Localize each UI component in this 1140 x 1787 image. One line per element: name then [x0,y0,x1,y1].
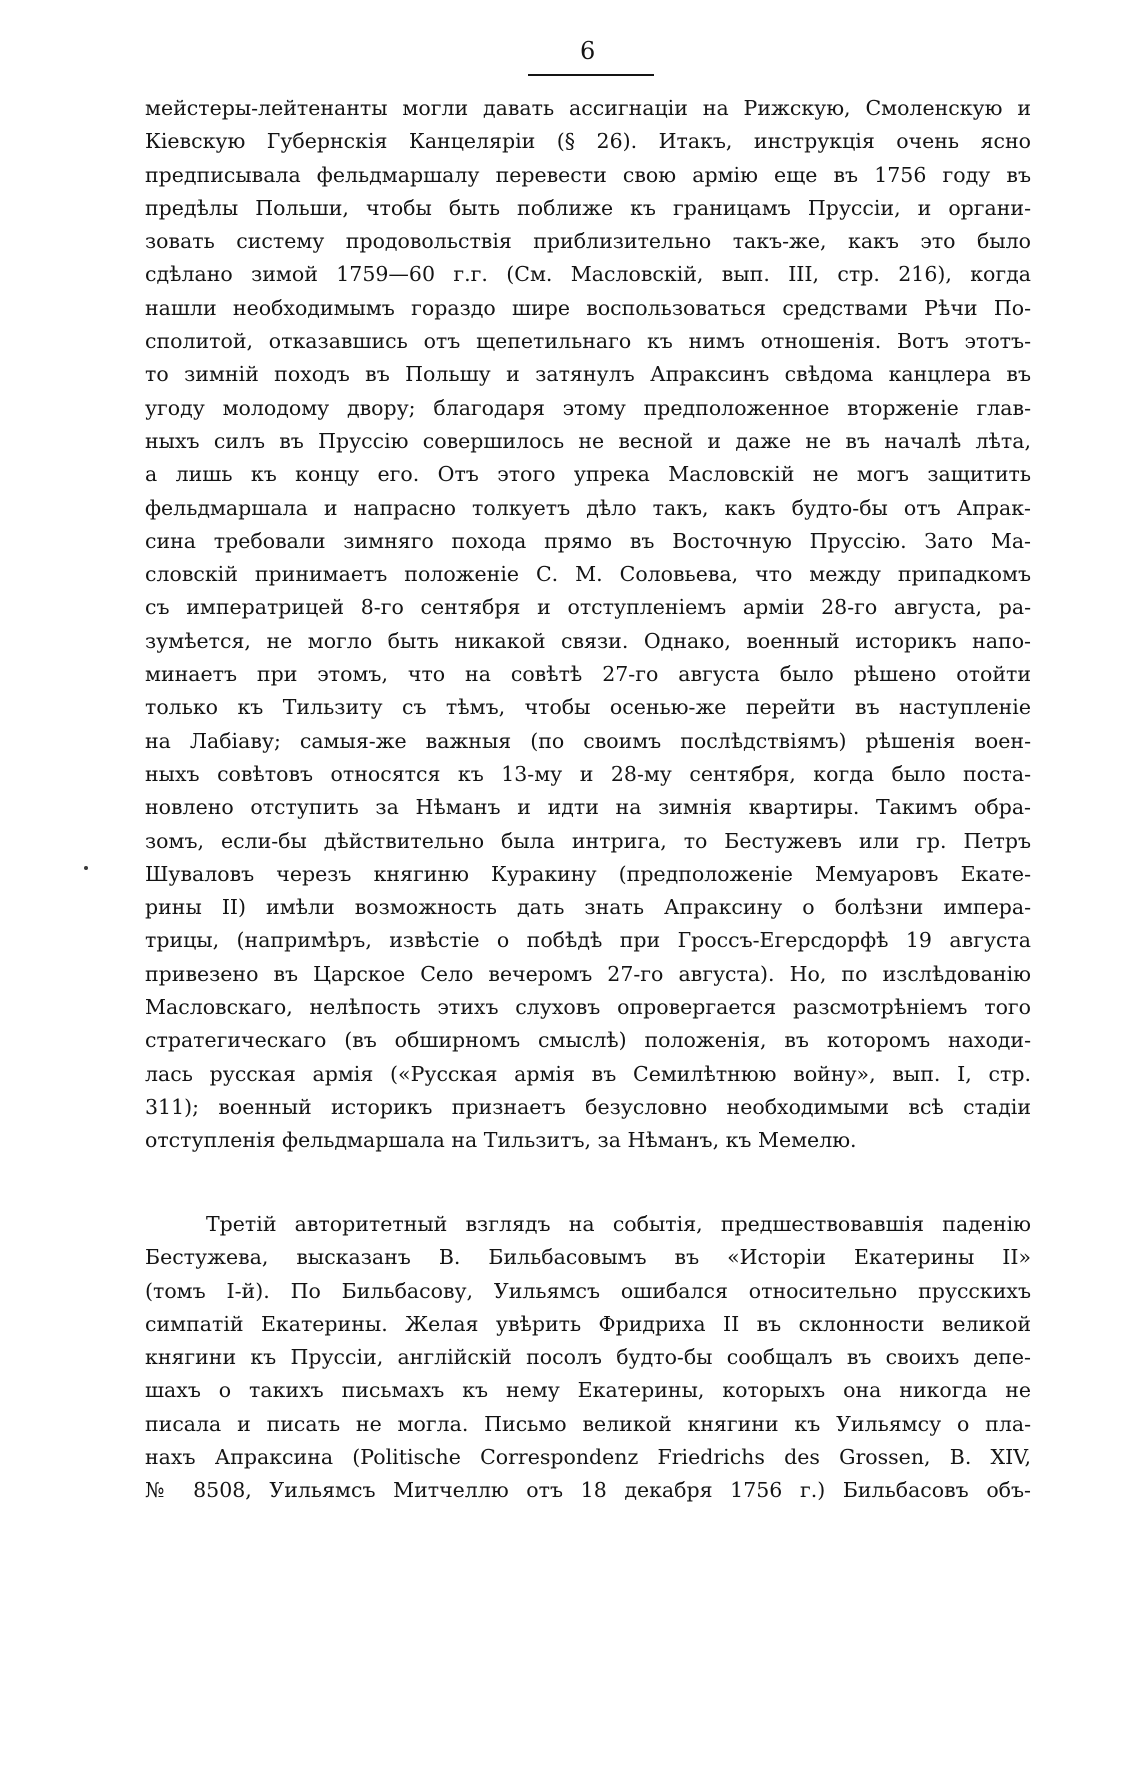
text-line: фельдмаршала и напрасно толкуетъ дѣло такъ, какъ будто-бы отъ Апрак- [145,495,1031,520]
text-line: Бестужева, высказанъ В. Бильбасовымъ въ «Исторіи Екатерины II» [145,1245,1031,1270]
text-line: Кіевскую Губернскія Канцеляріи (§ 26). Итакъ, инструкція очень ясно [145,129,1031,154]
text-line: а лишь къ концу его. Отъ этого упрека Масловскій не могъ защитить [145,462,1031,487]
text-line: трицы, (напримѣръ, извѣстіе о побѣдѣ при Гроссъ-Егерсдорфѣ 19 августа [145,928,1031,953]
text-line: симпатій Екатерины. Желая увѣрить Фридриха II въ склонности великой [145,1311,1031,1336]
text-line: (томъ I-й). По Бильбасову, Уильямсъ ошибался относительно прусскихъ [145,1278,1031,1303]
text-line: нахъ Апраксина (Politische Correspondenz Friedrichs des Grossen, B. XIV, [145,1445,1031,1470]
page-number: 6 [580,37,596,65]
text-line: угоду молодому двору; благодаря этому предположенное вторженіе глав- [145,395,1031,420]
text-line: привезено въ Царское Село вечеромъ 27-го августа). Но, по изслѣдованію [145,961,1031,986]
header-rule [528,74,654,76]
text-line: предѣлы Польши, чтобы быть поближе къ границамъ Пруссіи, и органи- [145,195,1031,220]
text-line: № 8508, Уильямсъ Митчеллю отъ 18 декабря 1756 г.) Бильбасовъ объ- [145,1478,1031,1503]
text-line: сдѣлано зимой 1759—60 г.г. (См. Масловскій, вып. III, стр. 216), когда [145,262,1031,287]
text-line: Третій авторитетный взглядъ на событія, предшествовавшія паденію [206,1212,1031,1236]
text-line: то зимній походъ въ Польшу и затянулъ Апраксинъ свѣдома канцлера въ [145,362,1031,387]
text-line: мейстеры-лейтенанты могли давать ассигнаціи на Рижскую, Смоленскую и [145,96,1031,120]
text-line: стратегическаго (въ обширномъ смыслѣ) положенія, въ которомъ находи- [145,1028,1031,1053]
text-line: новлено отступить за Нѣманъ и идти на зимнія квартиры. Такимъ обра- [145,795,1031,820]
text-line: сина требовали зимняго похода прямо въ Восточную Пруссію. Зато Ма- [145,528,1031,553]
paragraph-1 [145,92,1031,1158]
text-line: зумѣется, не могло быть никакой связи. Однако, военный историкъ напо- [145,628,1031,653]
text-line: зовать систему продовольствія приблизительно такъ-же, какъ это было [145,229,1031,254]
text-line: лась русская армія («Русская армія въ Семилѣтнюю войну», вып. I, стр. [145,1061,1031,1086]
text-line: сполитой, отказавшись отъ щепетильнаго къ нимъ отношенія. Вотъ этотъ- [145,329,1031,354]
paragraph-2 [145,1208,1031,1508]
text-line: минаетъ при этомъ, что на совѣтѣ 27-го августа было рѣшено отойти [145,662,1031,687]
text-line: княгини къ Пруссіи, англійскій посолъ будто-бы сообщалъ въ своихъ депе- [145,1345,1031,1370]
text-line: Шуваловъ черезъ княгиню Куракину (предположеніе Мемуаровъ Екате- [145,861,1031,886]
text-line: только къ Тильзиту съ тѣмъ, чтобы осенью-же перейти въ наступленіе [145,695,1031,720]
margin-mark [84,866,88,870]
text-line: рины II) имѣли возможность дать знать Апраксину о болѣзни импера- [145,895,1031,920]
text-line: предписывала фельдмаршалу перевести свою армію еще въ 1756 году въ [145,162,1031,187]
text-line: Масловскаго, нелѣпость этихъ слуховъ опровергается разсмотрѣніемъ того [145,995,1031,1020]
text-line: ныхъ силъ въ Пруссію совершилось не весной и даже не въ началѣ лѣта, [145,428,1031,453]
text-line: съ императрицей 8-го сентября и отступленіемъ арміи 28-го августа, ра- [145,595,1031,620]
text-line: нашли необходимымъ гораздо шире воспользоваться средствами Рѣчи По- [145,295,1031,320]
text-line: зомъ, если-бы дѣйствительно была интрига, то Бестужевъ или гр. Петръ [145,828,1031,853]
text-line: писала и писать не могла. Письмо великой княгини къ Уильямсу о пла- [145,1411,1031,1436]
text-line: словскій принимаетъ положеніе С. М. Соловьева, что между припадкомъ [145,562,1031,587]
text-line: ныхъ совѣтовъ относятся къ 13-му и 28-му сентября, когда было поста- [145,761,1031,786]
text-line: отступленія фельдмаршала на Тильзитъ, за Нѣманъ, къ Мемелю. [145,1128,857,1153]
text-line: шахъ о такихъ письмахъ къ нему Екатерины, которыхъ она никогда не [145,1378,1031,1403]
text-line: на Лабіаву; самыя-же важныя (по своимъ послѣдствіямъ) рѣшенія воен- [145,728,1031,753]
text-line: 311); военный историкъ признаетъ безусловно необходимыми всѣ стадіи [145,1094,1031,1119]
